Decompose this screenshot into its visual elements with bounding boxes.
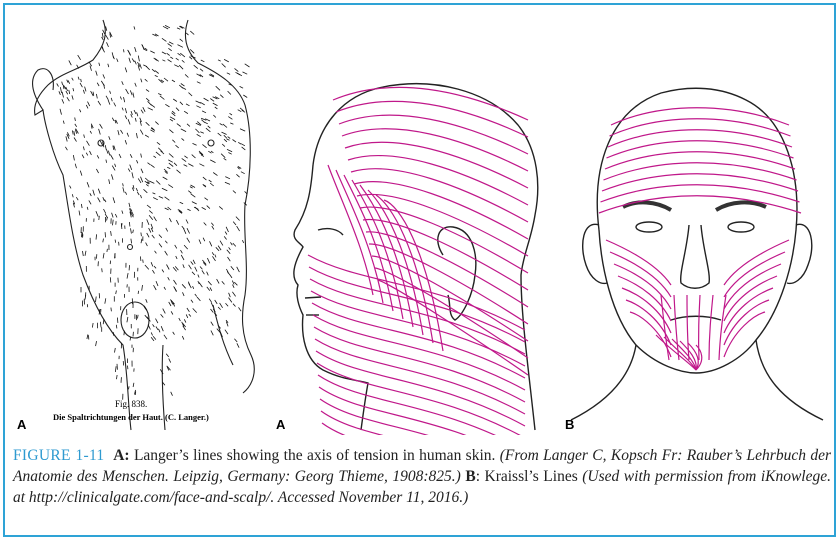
figure-label: FIGURE 1-11 <box>13 447 105 464</box>
caption-part-b-label: B <box>465 468 476 485</box>
kraissl-lines <box>599 108 801 370</box>
figure-caption <box>13 445 831 508</box>
langer-lines <box>308 87 528 435</box>
panel-a2-letter: A <box>276 417 286 432</box>
caption-part-b-source: (Used with permission from iKnowlege. at http://clinicalgate.com/face-and-scalp/. Accessed November 11, 2016.) <box>13 468 832 506</box>
figure-frame <box>3 3 836 537</box>
fig-number: Fig. 838. <box>115 399 148 409</box>
caption-part-a-text: Langer’s lines showing the axis of tension in human skin. <box>129 447 500 464</box>
front-head-illustration <box>561 15 831 435</box>
skin-hatching <box>57 25 250 399</box>
caption-part-a-source: (From Langer C, Kopsch Fr: Rauber’s Lehrbuch der Anatomie des Menschen. Leipzig, Germany: Georg Thieme, 1908:825.) <box>13 447 831 485</box>
caption-part-a-label: A: <box>113 447 130 464</box>
caption-part-b-text: : Kraissl’s Lines <box>475 468 583 485</box>
front-drawing <box>561 15 831 435</box>
panel-b-letter: B <box>565 417 575 432</box>
torso-inner-caption: Die Spaltrichtungen der Haut. (C. Langer.) <box>53 412 209 422</box>
torso-drawing <box>13 15 271 435</box>
profile-head-illustration <box>273 15 553 435</box>
torso-illustration <box>13 15 271 435</box>
profile-drawing <box>273 15 553 435</box>
panel-a-letter: A <box>17 417 27 432</box>
